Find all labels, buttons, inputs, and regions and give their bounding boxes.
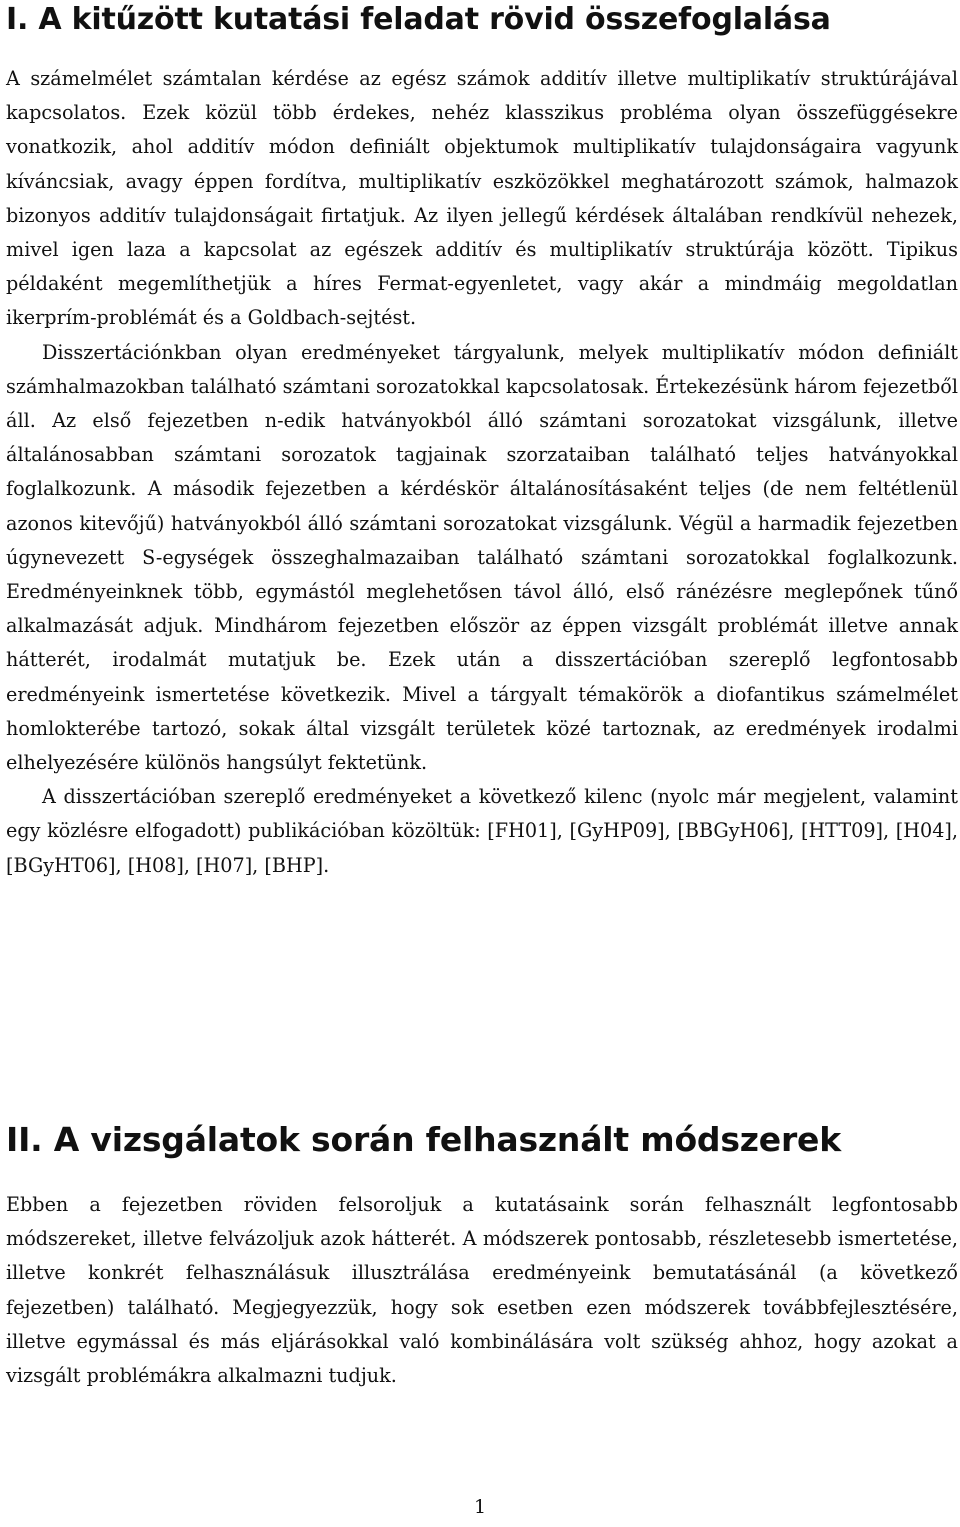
section-2-body	[6, 1188, 958, 1393]
paragraph-intro: A számelmélet számtalan kérdése az egész számok additív illetve multiplikatív struktúrájával kapcsolatos. Ezek közül több érdekes, nehéz klasszikus probléma olyan összefüggésekre vonatkozik, ahol additív módon definiált objektumok multiplikatív tulajdonságaira vagyunk kíváncsiak, avagy éppen fordítva, multiplikatív eszközökkel meghatározott számok, halmazok bizonyos additív tulajdonságait firtatjuk. Az ilyen jellegű kérdések általában rendkívül nehezek, mivel igen laza a kapcsolat az egészek additív és multiplikatív struktúrája között. Tipikus példaként megemlíthetjük a híres Fermat-egyenletet, vagy akár a mindmáig megoldatlan ikerprím-problémát és a Goldbach-sejtést.	[6, 67, 958, 330]
paragraph-publications: A disszertációban szereplő eredményeket a következő kilenc (nyolc már megjelent, valamint egy közlésre elfogadott) publikációban közöltük: [FH01], [GyHP09], [BBGyH06], [HTT09], [H04], [BGyHT06], [H08], [H07], [BHP].	[6, 785, 958, 877]
page-number: 1	[473, 1496, 487, 1518]
paragraph-dissertation-overview: Disszertációnkban olyan eredményeket tárgyalunk, melyek multiplikatív módon definiált számhalmazokban található számtani sorozatokkal kapcsolatosak. Értekezésünk három fejezetből áll. Az első fejezetben n-edik hatványokból álló számtani sorozatokat vizsgálunk, illetve általánosabban számtani sorozatok tagjainak szorzataiban található teljes hatványokkal foglalkozunk. A második fejezetben a kérdéskör általánosításaként teljes (de nem feltétlenül azonos kitevőjű) hatványokból álló számtani sorozatokat vizsgálunk. Végül a harmadik fejezetben úgynevezett S-egységek összeghalmazaiban található számtani sorozatokkal foglalkozunk. Eredményeinknek több, egymástól meglehetősen távol álló, első ránézésre meglepőnek tűnő alkalmazását adjuk. Mindhárom fejezetben először az éppen vizsgált problémát illetve annak hátterét, irodalmát mutatjuk be. Ezek után a disszertációban szereplő legfontosabb eredményeink ismertetése következik. Mivel a tárgyalt témakörök a diofantikus számelmélet homlokterébe tartozó, sokak által vizsgált területek közé tartoznak, az eredmények irodalmi elhelyezésére különös hangsúlyt fektetünk.	[6, 340, 958, 775]
section-heading-1: I. A kitűzött kutatási feladat rövid összefoglalása	[6, 2, 831, 37]
paragraph-methods: Ebben a fejezetben röviden felsoroljuk a kutatásaink során felhasznált legfontosabb módszereket, illetve felvázoljuk azok hátterét. A módszerek pontosabb, részletesebb ismertetése, illetve konkrét felhasználásuk illusztrálása eredményeink bemutatásánál (a következő fejezetben) található. Megjegyezzük, hogy sok esetben ezen módszerek továbbfejlesztésére, illetve egymással és más eljárásokkal való kombinálására volt szükség ahhoz, hogy azokat a vizsgált problémákra alkalmazni tudjuk.	[6, 1193, 958, 1388]
section-1-body	[6, 62, 958, 883]
section-heading-2: II. A vizsgálatok során felhasznált módszerek	[6, 1120, 841, 1159]
